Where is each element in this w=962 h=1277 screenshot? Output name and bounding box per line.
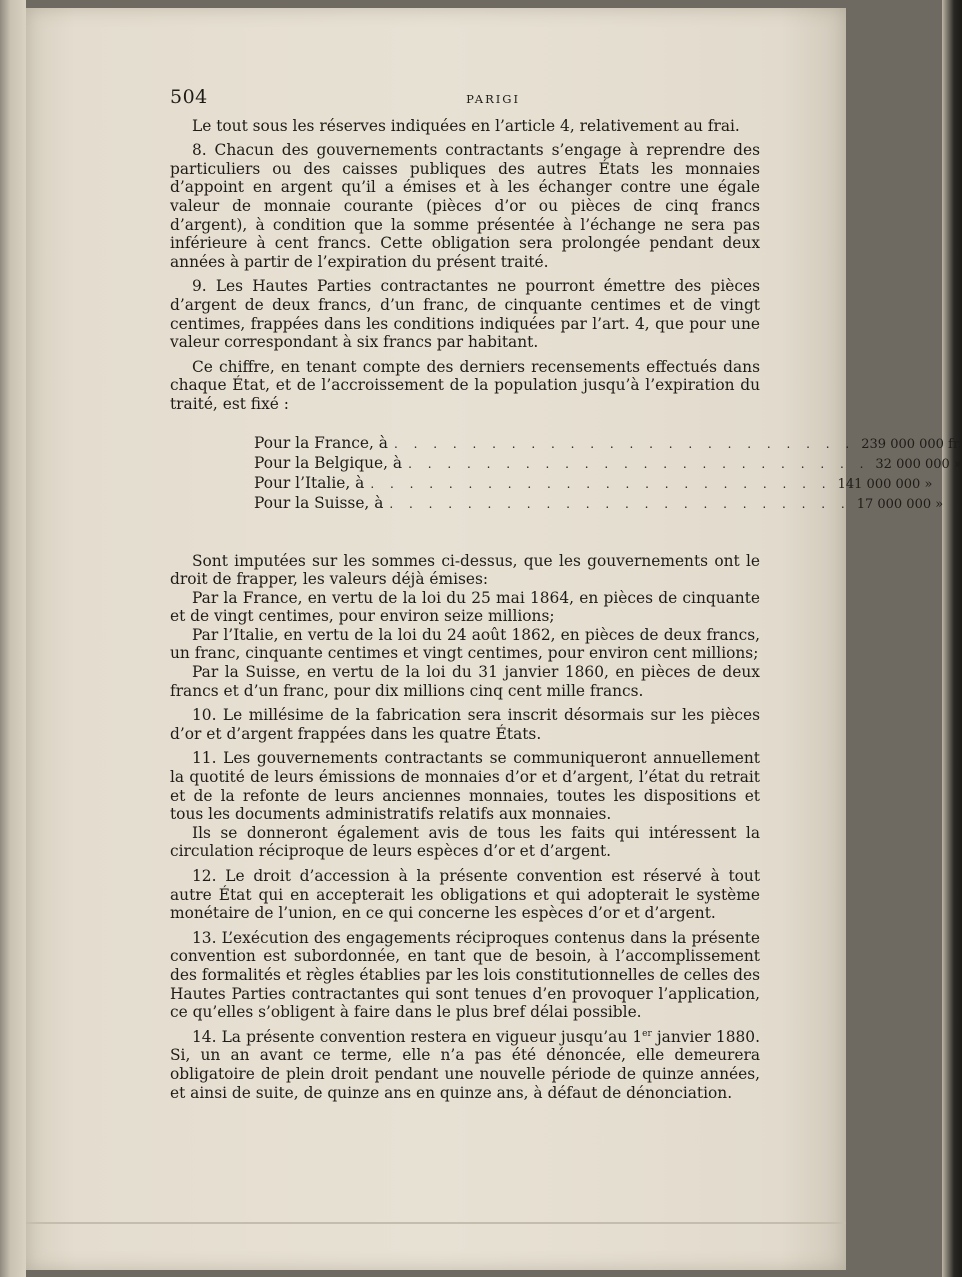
amount-row: [254, 453, 962, 474]
paragraph: Ils se donneront également avis de tous les faits qui intéressent la circulation réciproque de leurs espèces d’or et d’argent.: [170, 823, 760, 861]
leader-dots: . . . . . . . . . . . . . . . . . . . . . . . .: [393, 436, 856, 451]
paragraph: Ce chiffre, en tenant compte des derniers recensements effectués dans chaque État, et de l’accroissement de la population jusqu’à l’expiration du traité, est fixé :: [170, 357, 760, 413]
amount-value: 32 000 000 »: [875, 456, 962, 472]
book-gutter: [0, 0, 26, 1277]
book-edge-shadow: [942, 0, 962, 1277]
page-fold-line: [26, 1222, 846, 1224]
page-text: [170, 86, 962, 1108]
paragraph-suisse: Par la Suisse, en vertu de la loi du 31 janvier 1860, en pièces de deux francs et d’un franc, pour dix millions cinq cent mille francs.: [170, 663, 760, 700]
leader-dots: . . . . . . . . . . . . . . . . . . . . . . . .: [370, 476, 832, 491]
amount-row: [254, 433, 962, 454]
amounts-table: [254, 433, 962, 514]
amount-row: [254, 493, 944, 514]
page-header: [170, 88, 760, 109]
paragraph: Sont imputées sur les sommes ci-dessus, que les gouvernements ont le droit de frapper, les valeurs déjà émises:: [170, 551, 760, 589]
amount-country: Pour l’Italie, à: [254, 473, 365, 492]
superscript: er: [642, 1028, 652, 1039]
page-number: 504: [170, 86, 208, 108]
amount-row: [254, 473, 933, 494]
amount-country: Pour la Belgique, à: [254, 453, 403, 472]
paragraph-france: Par la France, en vertu de la loi du 25 mai 1864, en pièces de cinquante et de vingt centimes, pour environ seize millions;: [170, 588, 760, 626]
paragraph-article-11: 11. Les gouvernements contractants se communiqueront annuellement la quotité de leurs émissions de monnaies d’or et d’argent, l’état du retrait et de la refonte de leurs anciennes monnaies, toutes les dispositions et tous les documents administratifs relatifs aux monnaies.: [170, 749, 760, 824]
leader-dots: . . . . . . . . . . . . . . . . . . . . . . . .: [389, 496, 851, 511]
amount-country: Pour la Suisse, à: [254, 493, 384, 512]
paragraph-italie: Par l’Italie, en vertu de la loi du 24 août 1862, en pièces de deux francs, un franc, cinquante centimes et vingt centimes, pour environ cent millions;: [170, 625, 760, 663]
paragraph-article-13: 13. L’exécution des engagements réciproques contenus dans la présente convention est subordonnée, en tant que de besoin, à l’accomplissement des formalités et règles établies par les lois constitutionnelles de celles des Hautes Parties contractantes qui sont tenues d’en provoquer l’application, ce qu’elles s’obligent à faire dans le plus bref délai possible.: [170, 928, 760, 1022]
amount-country: Pour la France, à: [254, 433, 388, 452]
running-head: PARIGI: [466, 92, 520, 106]
paragraph-article-9: 9. Les Hautes Parties contractantes ne pourront émettre des pièces d’argent de deux francs, d’un franc, de cinquante centimes et de vingt centimes, frappées dans les conditions indiquées par l’art. 4, que pour une valeur correspondant à six francs par habitant.: [170, 277, 760, 352]
amount-value: 141 000 000 »: [837, 476, 933, 492]
leader-dots: . . . . . . . . . . . . . . . . . . . . . . . .: [408, 456, 870, 471]
text-span: 14. La présente convention restera en vigueur jusqu’au 1: [192, 1027, 643, 1046]
paragraph-article-12: 12. Le droit d’accession à la présente convention est réservé à tout autre État qui en accepterait les obligations et qui adopterait le système monétaire de l’union, en ce qui concerne les espèces d’or et d’argent.: [170, 867, 760, 923]
text-span: janvier 1880. Si, un an avant ce terme, elle n’a pas été dénoncée, elle demeurera obligatoire de plein droit pendant une nouvelle période de quinze années, et ainsi de suite, de quinze ans en quinze ans, à défaut de dénonciation.: [170, 1027, 760, 1102]
paragraph: Le tout sous les réserves indiquées en l’article 4, relativement au frai.: [192, 116, 740, 135]
paragraph-article-14: [170, 1028, 760, 1102]
amount-value: 239 000 000 fr.: [861, 436, 962, 452]
amount-value: 17 000 000 »: [856, 496, 944, 512]
paragraph-article-8: 8. Chacun des gouvernements contractants s’engage à reprendre des particuliers ou des caisses publiques des autres États les monnaies d’appoint en argent qu’il a émises et à les échanger contre une égale valeur de monnaie courante (pièces d’or ou pièces de cinq francs d’argent), à condition que la somme présentée à l’échange ne sera pas inférieure à cent francs. Cette obligation sera prolongée pendant deux années à partir de l’expiration du présent traité.: [170, 141, 760, 271]
paragraph-article-10: 10. Le millésime de la fabrication sera inscrit désormais sur les pièces d’or et d’argent frappées dans les quatre États.: [170, 706, 760, 743]
